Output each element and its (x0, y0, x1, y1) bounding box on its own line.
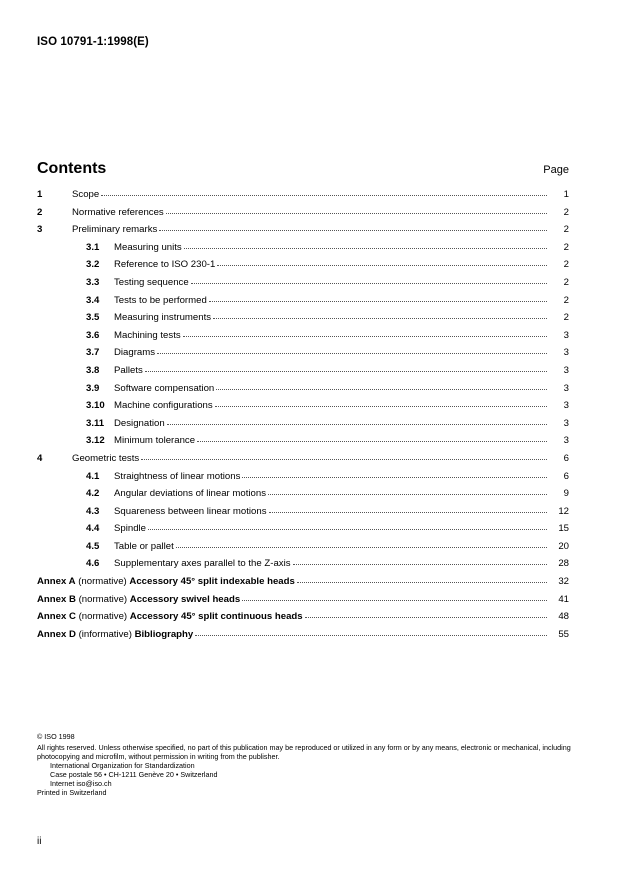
toc-entry[interactable] (37, 523, 569, 541)
annex-title: Accessory swivel heads (129, 593, 241, 605)
toc-entry-page: 6 (563, 470, 569, 482)
annex-heading (37, 594, 240, 605)
toc-annex-entry[interactable] (37, 576, 569, 594)
toc-entry[interactable] (37, 242, 569, 260)
toc-entry-page: 41 (558, 593, 569, 605)
toc-entry[interactable] (37, 189, 569, 207)
toc-entry-page: 3 (563, 435, 569, 447)
toc-entry-number: 3.3 (86, 276, 100, 288)
toc-entry-number: 3.9 (86, 382, 100, 394)
leader-dots (197, 441, 547, 442)
toc-entry-title: Machine configurations (114, 400, 213, 412)
toc-annex-entry[interactable] (37, 629, 569, 647)
toc-entry[interactable] (37, 207, 569, 225)
toc-entry-number: 3 (37, 224, 43, 236)
leader-dots (213, 318, 547, 319)
toc-entry[interactable] (37, 435, 569, 453)
toc-entry-page: 6 (563, 452, 569, 464)
toc-entry-title: Angular deviations of linear motions (114, 488, 266, 500)
toc-entry-title: Diagrams (114, 347, 156, 359)
toc-entry-title: Supplementary axes parallel to the Z-axis (114, 558, 291, 570)
toc-entry-number: 4 (37, 452, 43, 464)
annex-heading (37, 629, 193, 640)
leader-dots (305, 617, 547, 618)
toc-entry-number: 4.3 (86, 505, 100, 517)
toc-entry-page: 2 (563, 224, 569, 236)
toc-entry-title: Straightness of linear motions (114, 470, 241, 482)
annex-type: (normative) (78, 593, 128, 605)
page-number: ii (37, 836, 42, 847)
toc-entry-number: 4.5 (86, 540, 100, 552)
leader-dots (217, 265, 547, 266)
annex-label: Annex D (37, 628, 76, 640)
toc-entry-page: 3 (563, 400, 569, 412)
leader-dots (195, 635, 547, 636)
annex-type: (normative) (78, 611, 128, 623)
toc-entry-page: 2 (563, 312, 569, 324)
toc-entry-page: 1 (563, 189, 569, 200)
toc-entry[interactable] (37, 259, 569, 277)
toc-entry-title: Scope (72, 189, 100, 200)
leader-dots (242, 600, 547, 601)
toc-entry-page: 2 (563, 206, 569, 218)
toc-entry-page: 55 (558, 628, 569, 640)
annex-heading (37, 611, 303, 622)
leader-dots (176, 547, 547, 548)
toc-entry-title: Measuring instruments (114, 312, 212, 324)
copyright-line: © ISO 1998 (37, 732, 75, 741)
toc-entry-page: 2 (563, 294, 569, 306)
leader-dots (167, 424, 547, 425)
toc-annex-entry[interactable] (37, 594, 569, 612)
leader-dots (148, 529, 547, 530)
toc-entry-title: Tests to be performed (114, 294, 207, 306)
toc-entry-number: 3.8 (86, 364, 100, 376)
toc-entry-number: 2 (37, 206, 43, 218)
org-internet: Internet iso@iso.ch (50, 779, 112, 788)
leader-dots (191, 283, 547, 284)
toc-entry[interactable] (37, 453, 569, 471)
toc-entry-number: 3.6 (86, 329, 100, 341)
toc-entry[interactable] (37, 506, 569, 524)
page-column-label: Page (543, 164, 569, 176)
toc-entry-title: Geometric tests (72, 452, 140, 464)
toc-entry-number: 3.7 (86, 347, 100, 359)
toc-entry-title: Machining tests (114, 329, 181, 341)
copyright-footer (37, 732, 577, 797)
toc-entry[interactable] (37, 418, 569, 436)
toc-entry-number: 4.4 (86, 523, 100, 535)
toc-entry-page: 12 (558, 505, 569, 517)
toc-entry-page: 2 (563, 276, 569, 288)
toc-entry-page: 2 (563, 241, 569, 253)
toc-entry[interactable] (37, 347, 569, 365)
toc-entry-number: 4.1 (86, 470, 100, 482)
toc-entry-number: 3.11 (86, 417, 105, 429)
toc-entry-page: 2 (563, 259, 569, 271)
toc-entry[interactable] (37, 330, 569, 348)
toc-entry[interactable] (37, 541, 569, 559)
toc-entry-title: Pallets (114, 364, 143, 376)
toc-entry-title: Spindle (114, 523, 147, 535)
toc-entry-number: 3.2 (86, 259, 100, 271)
annex-label: Annex C (37, 611, 76, 623)
toc-entry-page: 20 (558, 540, 569, 552)
toc-entry-title: Measuring units (114, 241, 182, 253)
leader-dots (101, 195, 547, 196)
rights-text: All rights reserved. Unless otherwise specified, no part of this publication may be reproduced or utilized in any form or by any means, electronic or mechanical, including photocopying and microfilm, without permission in writing from the publisher. (37, 743, 571, 761)
annex-title: Accessory 45° split continuous heads (129, 611, 303, 623)
toc-entry-page: 15 (558, 523, 569, 535)
toc-entry-page: 3 (563, 364, 569, 376)
annex-heading (37, 576, 295, 587)
toc-entry-page: 3 (563, 417, 569, 429)
toc-entry-title: Preliminary remarks (72, 224, 158, 236)
toc-entry-page: 28 (558, 558, 569, 570)
toc-entry[interactable] (37, 312, 569, 330)
leader-dots (209, 301, 547, 302)
toc-entry-title: Table or pallet (114, 540, 174, 552)
toc-entry-number: 1 (37, 189, 43, 200)
toc-entry-page: 9 (563, 488, 569, 500)
table-of-contents (37, 189, 569, 646)
org-name: International Organization for Standardization (50, 761, 195, 770)
toc-entry-page: 3 (563, 382, 569, 394)
contents-heading: Contents (37, 160, 107, 177)
toc-entry-title: Squareness between linear motions (114, 505, 267, 517)
leader-dots (268, 494, 547, 495)
annex-title: Accessory 45° split indexable heads (129, 576, 295, 588)
toc-entry-page: 48 (558, 611, 569, 623)
leader-dots (166, 213, 547, 214)
leader-dots (157, 353, 547, 354)
toc-entry-title: Software compensation (114, 382, 215, 394)
annex-type: (normative) (78, 576, 127, 588)
toc-entry-number: 3.10 (86, 400, 105, 412)
toc-entry-number: 3.4 (86, 294, 100, 306)
toc-entry-number: 3.12 (86, 435, 105, 447)
toc-entry-title: Designation (114, 417, 165, 429)
toc-entry[interactable] (37, 224, 569, 242)
leader-dots (242, 477, 547, 478)
leader-dots (293, 564, 547, 565)
leader-dots (269, 512, 547, 513)
toc-entry[interactable] (37, 277, 569, 295)
document-code: ISO 10791-1:1998(E) (37, 36, 149, 48)
toc-entry-page: 3 (563, 329, 569, 341)
leader-dots (297, 582, 547, 583)
toc-entry[interactable] (37, 365, 569, 383)
leader-dots (183, 336, 547, 337)
toc-entry[interactable] (37, 400, 569, 418)
leader-dots (141, 459, 547, 460)
annex-type: (informative) (78, 628, 132, 640)
toc-annex-entry[interactable] (37, 611, 569, 629)
leader-dots (184, 248, 547, 249)
org-address: Case postale 56 • CH-1211 Genève 20 • Switzerland (50, 770, 218, 779)
leader-dots (159, 230, 547, 231)
toc-entry[interactable] (37, 383, 569, 401)
toc-entry-page: 32 (558, 576, 569, 588)
toc-entry-number: 3.5 (86, 312, 100, 324)
annex-label: Annex B (37, 593, 76, 605)
leader-dots (215, 406, 547, 407)
toc-entry-number: 3.1 (86, 241, 100, 253)
toc-entry[interactable] (37, 295, 569, 313)
toc-entry-page: 3 (563, 347, 569, 359)
leader-dots (145, 371, 547, 372)
toc-entry-number: 4.6 (86, 558, 100, 570)
annex-title: Bibliography (134, 628, 194, 640)
toc-entry[interactable] (37, 471, 569, 489)
toc-entry-title: Minimum tolerance (114, 435, 196, 447)
toc-entry-title: Testing sequence (114, 276, 189, 288)
toc-entry-title: Reference to ISO 230-1 (114, 259, 216, 271)
printed-in: Printed in Switzerland (37, 788, 107, 797)
toc-entry[interactable] (37, 488, 569, 506)
leader-dots (216, 389, 547, 390)
annex-label: Annex A (37, 576, 76, 588)
toc-entry-number: 4.2 (86, 488, 100, 500)
toc-entry-title: Normative references (72, 206, 164, 218)
toc-entry[interactable] (37, 558, 569, 576)
